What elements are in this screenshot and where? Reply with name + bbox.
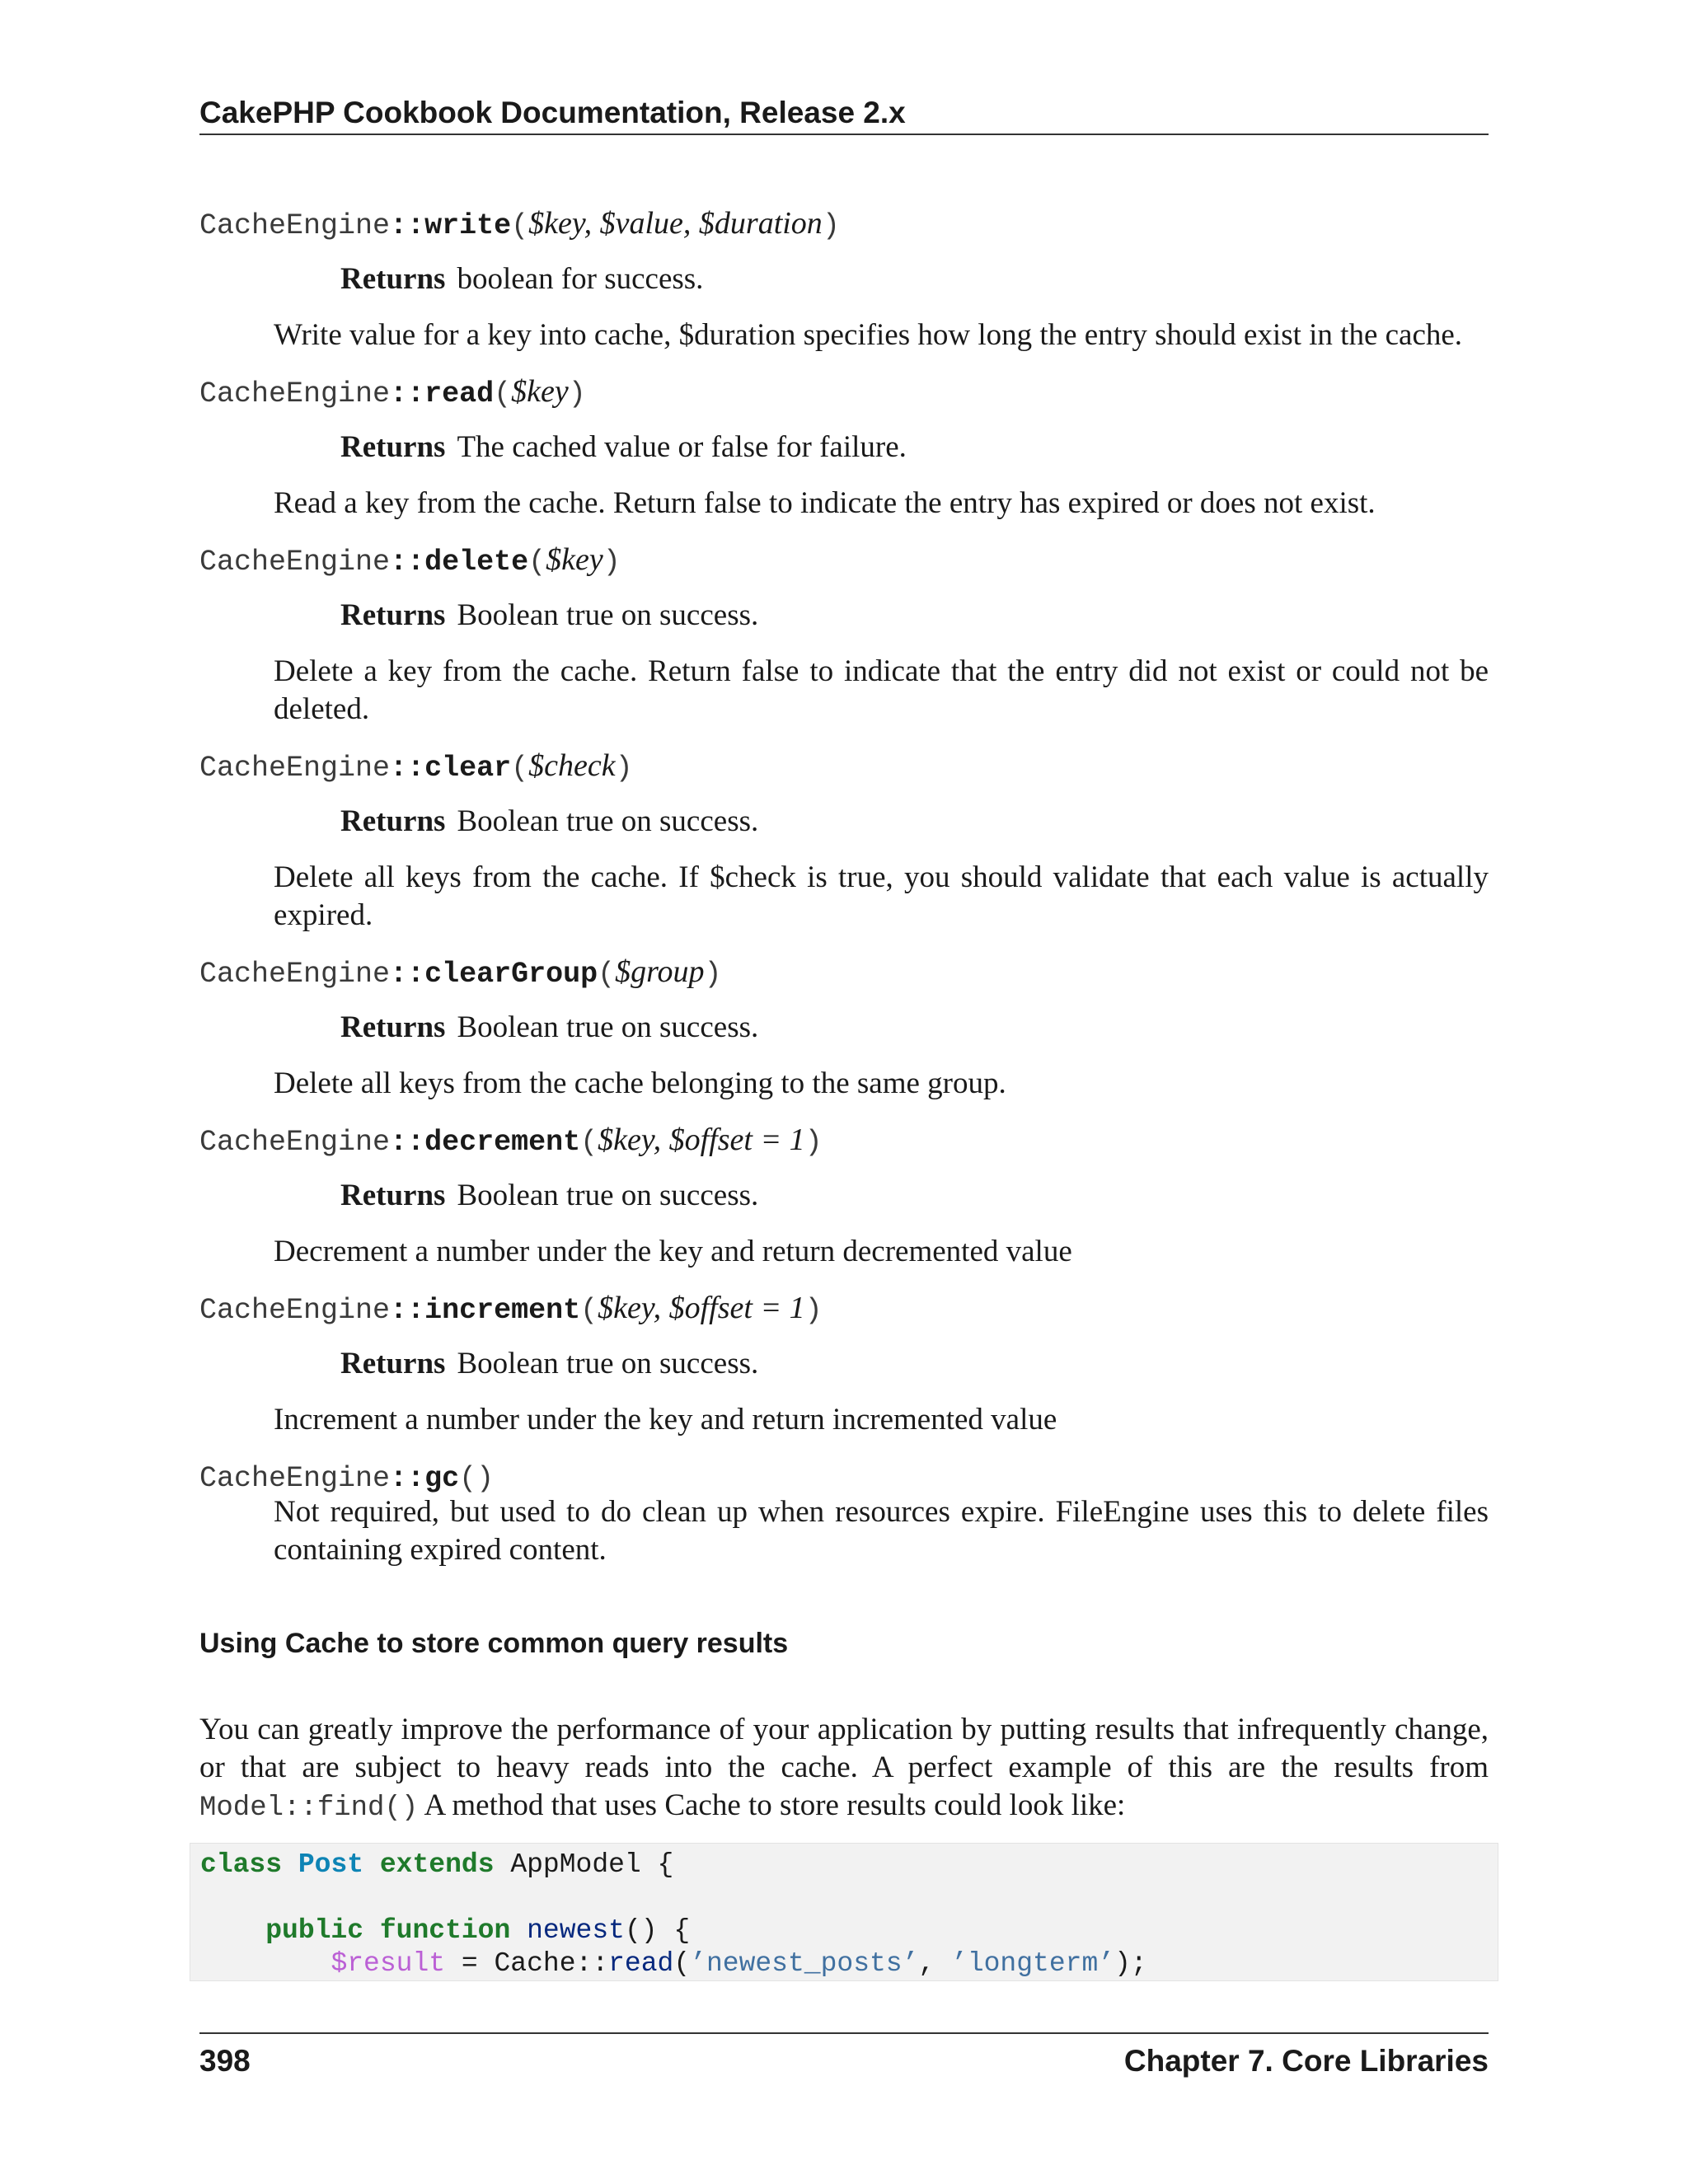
returns-delete [340, 597, 758, 635]
method-params: $key, $offset = 1 [598, 1291, 805, 1325]
description-delete: Delete a key from the cache. Return false to indicate that the entry did not exist or could not be deleted. [274, 654, 1489, 726]
method-name: gc [424, 1462, 460, 1495]
paren-open: ( [598, 958, 616, 991]
description-increment: Increment a number under the key and return incremented value [274, 1403, 1057, 1436]
method-params: $group [615, 954, 705, 989]
code-text: AppModel { [510, 1849, 674, 1880]
paren-close: ) [568, 377, 586, 410]
method-params: $key [546, 542, 603, 577]
scope-sep: :: [390, 377, 425, 410]
paren-open: ( [459, 1462, 477, 1495]
method-params: $key, $offset = 1 [598, 1122, 805, 1157]
returns-label: Returns [340, 598, 446, 632]
returns-clear [340, 803, 758, 841]
section-heading: Using Cache to store common query results [199, 1628, 789, 1659]
code-text: ( [673, 1948, 691, 1979]
returns-label: Returns [340, 1179, 446, 1212]
code-text: ); [1114, 1948, 1147, 1979]
method-params: $key, $value, $duration [528, 206, 823, 241]
returns-read [340, 429, 907, 466]
method-name: read [424, 377, 495, 410]
class-name: CacheEngine [199, 752, 391, 785]
returns-write [340, 260, 703, 298]
paren-close: ) [476, 1462, 495, 1495]
method-signature-gc [199, 1457, 494, 1497]
paren-open: ( [494, 377, 512, 410]
returns-decrement [340, 1177, 758, 1215]
scope-sep: :: [390, 1294, 425, 1327]
code-text: = [445, 1948, 495, 1979]
code-keyword: extends [379, 1849, 495, 1880]
page-number: 398 [199, 2044, 251, 2078]
scope-sep: :: [390, 1462, 425, 1495]
class-name: CacheEngine [199, 546, 391, 579]
method-signature-increment [199, 1289, 823, 1329]
code-string: ’longterm’ [951, 1948, 1115, 1979]
scope-sep: :: [390, 1126, 425, 1159]
paren-open: ( [528, 546, 546, 579]
code-text: () { [624, 1915, 691, 1946]
returns-label: Returns [340, 1010, 446, 1044]
method-signature-clearGroup [199, 953, 722, 993]
returns-text: Boolean true on success. [457, 1010, 759, 1044]
code-function-call: read [608, 1948, 674, 1979]
returns-label: Returns [340, 804, 446, 838]
code-line [200, 1849, 1498, 1882]
returns-text: boolean for success. [457, 262, 704, 296]
class-name: CacheEngine [199, 209, 391, 242]
description-clear: Delete all keys from the cache. If $check is true, you should validate that each value is actually expired. [274, 860, 1489, 932]
code-keyword: public [265, 1915, 364, 1946]
code-function-name: newest [527, 1915, 625, 1946]
paren-open: ( [511, 209, 529, 242]
description-gc: Not required, but used to do clean up when resources expire. FileEngine uses this to delete files containing expired content. [274, 1495, 1489, 1567]
class-name: CacheEngine [199, 377, 391, 410]
method-name: delete [424, 546, 529, 579]
code-keyword: class [200, 1849, 283, 1880]
code-line-blank [200, 1882, 1498, 1915]
scope-sep: :: [390, 752, 425, 785]
method-name: clearGroup [424, 958, 598, 991]
chapter-title: Chapter 7. Core Libraries [1123, 2044, 1489, 2078]
scope-sep: :: [390, 958, 425, 991]
class-name: CacheEngine [199, 1294, 391, 1327]
paren-close: ) [615, 752, 633, 785]
method-name: write [424, 209, 512, 242]
code-string: ’newest_posts’ [690, 1948, 919, 1979]
returns-text: Boolean true on success. [457, 1179, 759, 1212]
returns-label: Returns [340, 1347, 446, 1380]
code-text: :: [575, 1948, 609, 1979]
method-signature-clear [199, 747, 633, 787]
paren-open: ( [511, 752, 529, 785]
class-name: CacheEngine [199, 1126, 391, 1159]
returns-clearGroup [340, 1009, 758, 1047]
class-name: CacheEngine [199, 958, 391, 991]
returns-label: Returns [340, 430, 446, 464]
returns-increment [340, 1345, 758, 1383]
description-read: Read a key from the cache. Return false to indicate the entry has expired or does not exist. [274, 486, 1376, 520]
method-name: increment [424, 1294, 581, 1327]
code-class-name: Post [298, 1849, 364, 1880]
scope-sep: :: [390, 546, 425, 579]
footer-rule [199, 2032, 1489, 2034]
inline-code: Model::find() [199, 1793, 419, 1824]
method-signature-write [199, 204, 840, 245]
method-params: $check [528, 748, 616, 783]
returns-text: Boolean true on success. [457, 598, 759, 632]
method-signature-delete [199, 541, 621, 581]
method-name: clear [424, 752, 512, 785]
returns-text: Boolean true on success. [457, 1347, 759, 1380]
description-clearGroup: Delete all keys from the cache belonging to the same group. [274, 1066, 1006, 1100]
code-keyword: function [379, 1915, 511, 1946]
code-line [200, 1915, 1498, 1947]
code-class-ref: Cache [494, 1948, 576, 1979]
paren-open: ( [580, 1126, 598, 1159]
returns-text: The cached value or false for failure. [457, 430, 907, 464]
class-name: CacheEngine [199, 1462, 391, 1495]
running-header: CakePHP Cookbook Documentation, Release 2.x [199, 92, 1489, 135]
scope-sep: :: [390, 209, 425, 242]
returns-label: Returns [340, 262, 446, 296]
paren-close: ) [603, 546, 621, 579]
paragraph-text: A method that uses Cache to store results could look like: [424, 1788, 1126, 1822]
code-block [190, 1843, 1498, 1981]
returns-text: Boolean true on success. [457, 804, 759, 838]
method-name: decrement [424, 1126, 581, 1159]
code-text: , [918, 1948, 952, 1979]
code-line [200, 1947, 1498, 1980]
description-decrement: Decrement a number under the key and return decremented value [274, 1235, 1072, 1268]
paren-close: ) [804, 1294, 823, 1327]
paren-close: ) [822, 209, 840, 242]
method-params: $key [511, 374, 569, 409]
method-signature-decrement [199, 1121, 823, 1161]
method-signature-read [199, 373, 586, 413]
paragraph-text: You can greatly improve the performance of your application by putting results that infrequently change, or that are subject to heavy reads into the cache. A perfect example of this are the results from [199, 1713, 1489, 1784]
paren-open: ( [580, 1294, 598, 1327]
description-write: Write value for a key into cache, $duration specifies how long the entry should exist in the cache. [274, 318, 1463, 352]
paren-close: ) [804, 1126, 823, 1159]
paren-close: ) [704, 958, 722, 991]
code-variable: $result [331, 1948, 446, 1979]
section-paragraph [199, 1711, 1489, 1827]
